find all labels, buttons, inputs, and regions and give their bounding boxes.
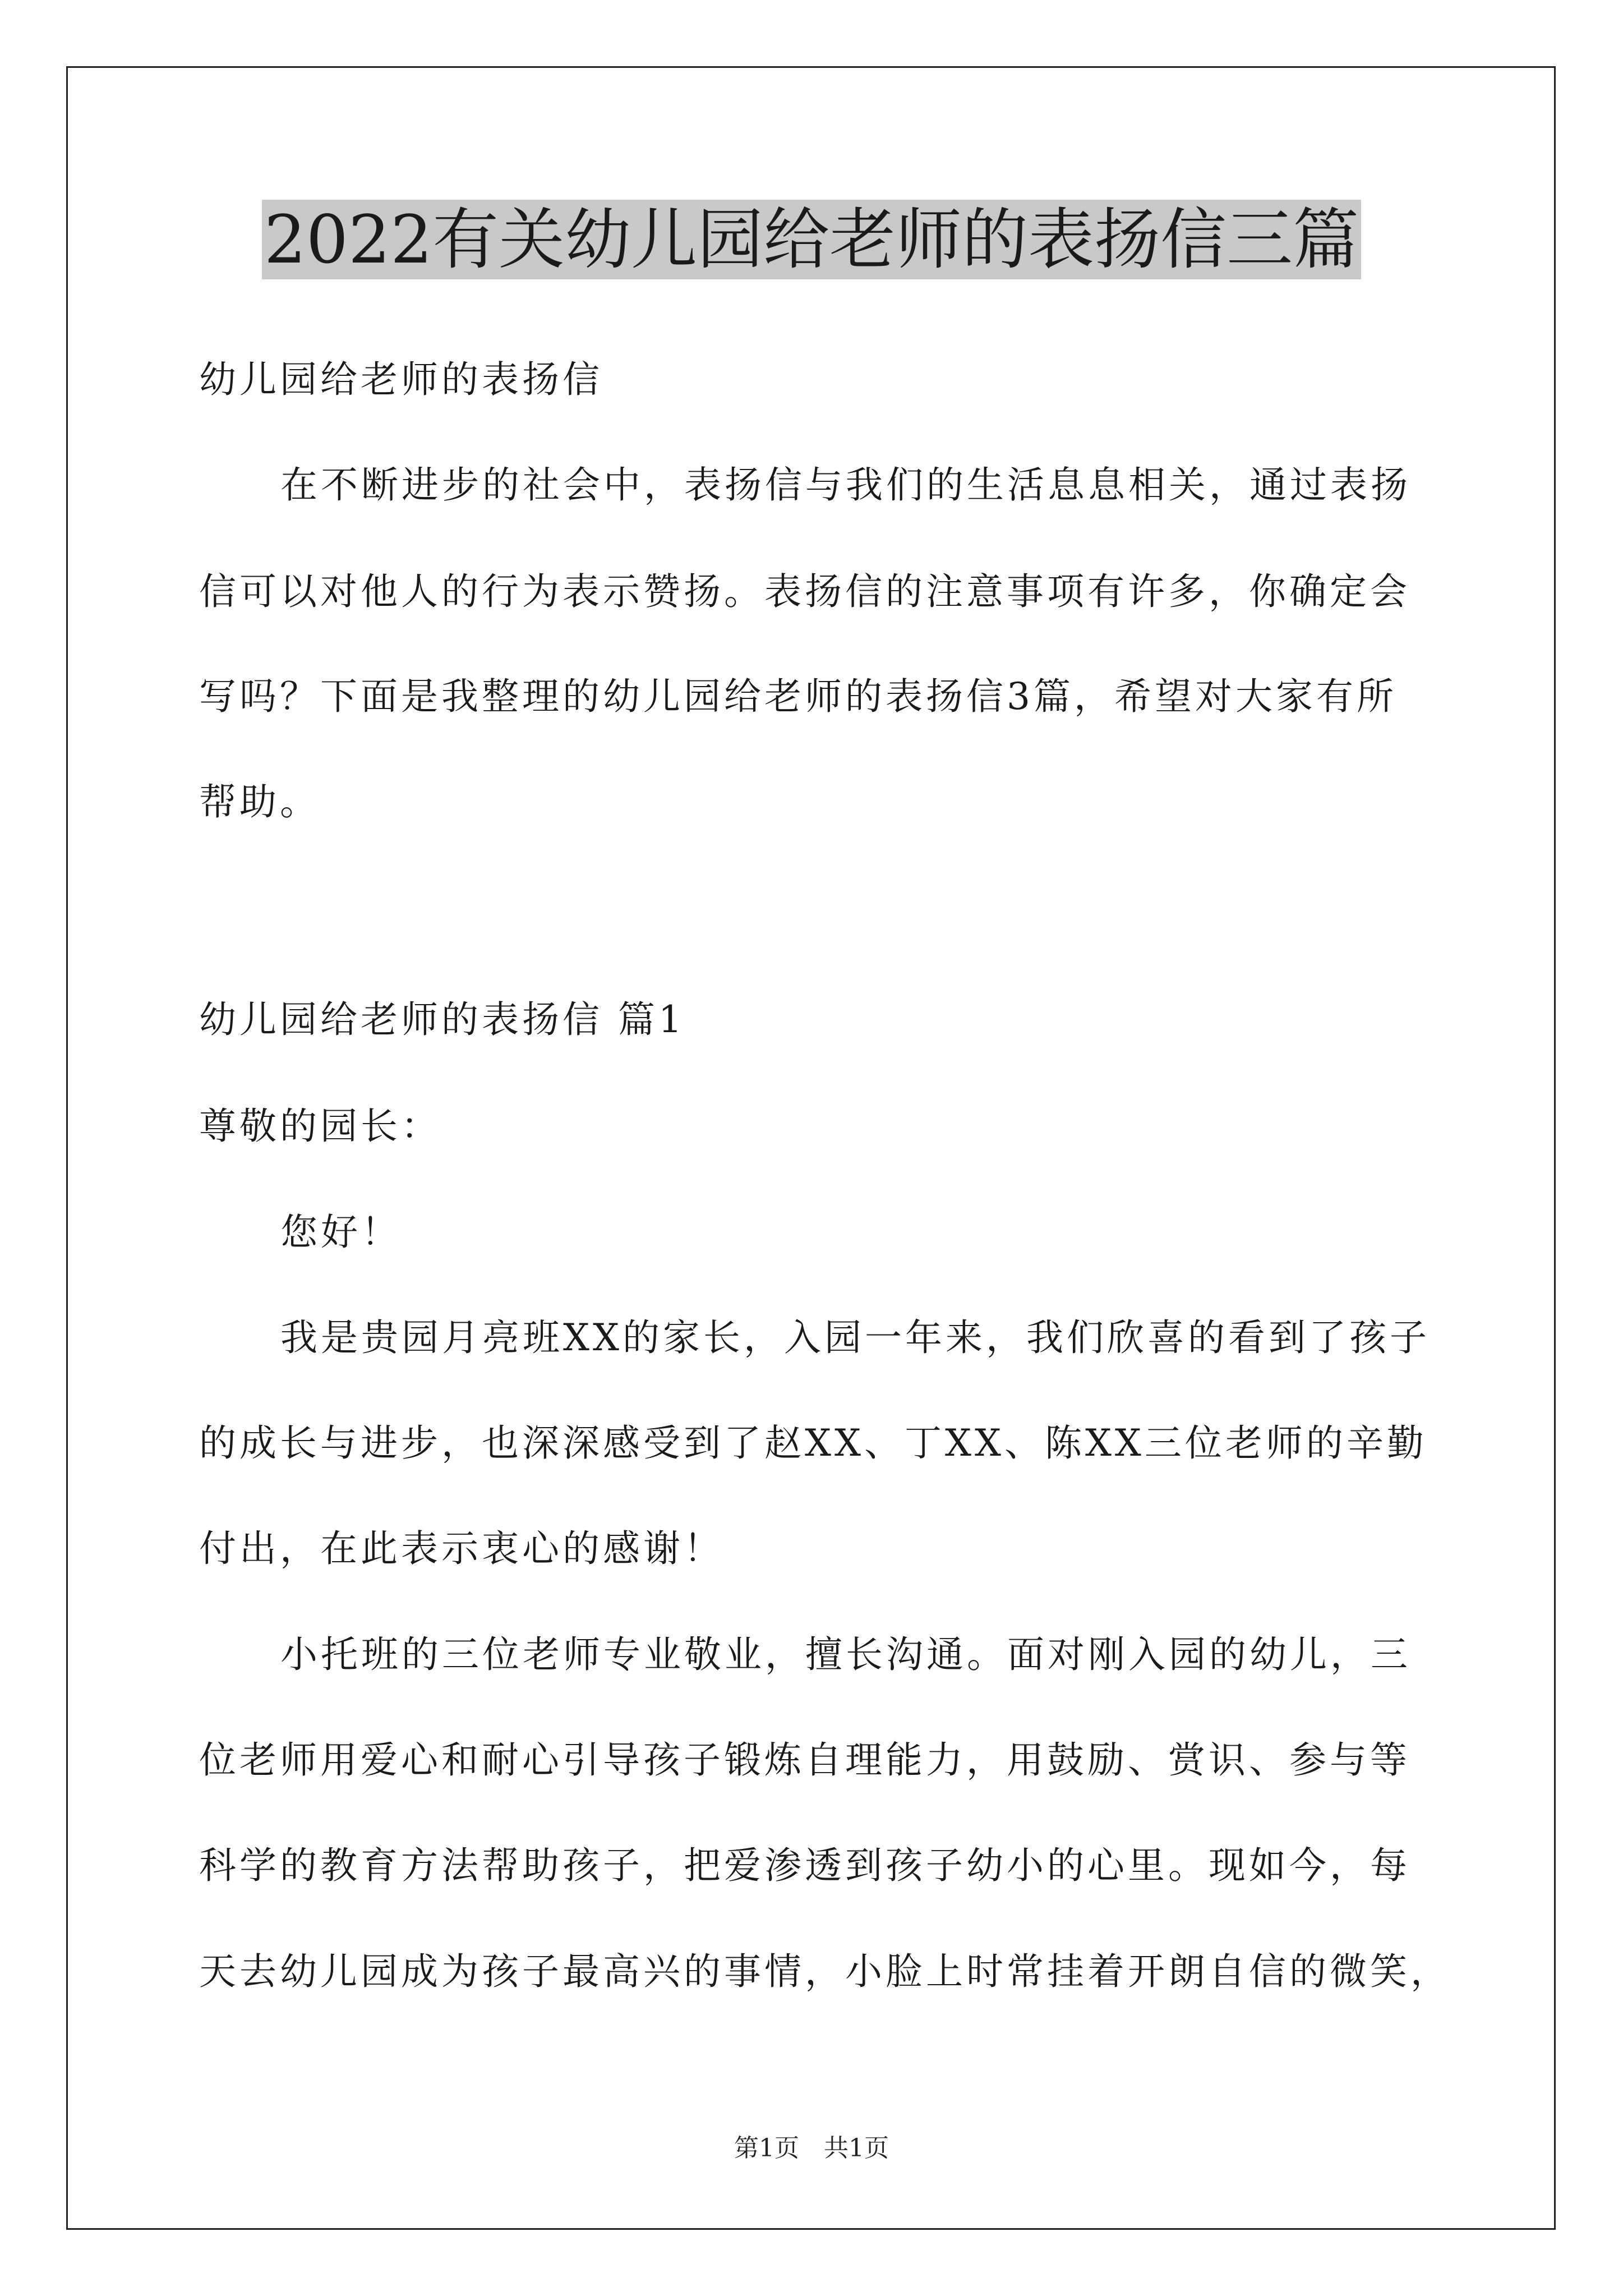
- document-title: [0, 197, 1623, 282]
- paragraph-line: 的成长与进步，也深深感受到了赵XX、丁XX、陈XX三位老师的辛勤: [199, 1421, 1427, 1465]
- paragraph-line: 写吗？下面是我整理的幼儿园给老师的表扬信3篇，希望对大家有所: [199, 675, 1397, 718]
- title-text: 2022有关幼儿园给老师的表扬信三篇: [262, 200, 1361, 279]
- paragraph-line: 帮助。: [199, 780, 320, 823]
- paragraph-line: 在不断进步的社会中，表扬信与我们的生活息息相关，通过表扬: [280, 463, 1411, 507]
- paragraph-line: 位老师用爱心和耐心引导孩子锻炼自理能力，用鼓励、赏识、参与等: [199, 1738, 1410, 1782]
- salutation: 尊敬的园长：: [199, 1105, 441, 1148]
- page-number: 第1页 共1页: [734, 2134, 889, 2162]
- paragraph-line: 我是贵园月亮班XX的家长，入园一年来，我们欣喜的看到了孩子: [280, 1316, 1430, 1359]
- paragraph-line: 付出，在此表示衷心的感谢！: [199, 1527, 724, 1570]
- paragraph-line: 天去幼儿园成为孩子最高兴的事情，小脸上时常挂着开朗自信的微笑，: [199, 1950, 1451, 1993]
- greeting: 您好！: [280, 1211, 402, 1254]
- paragraph-line: 科学的教育方法帮助孩子，把爱渗透到孩子幼小的心里。现如今，每: [199, 1844, 1410, 1887]
- paragraph-line: 信可以对他人的行为表示赞扬。表扬信的注意事项有许多，你确定会: [199, 570, 1410, 613]
- section-heading: 幼儿园给老师的表扬信 篇1: [199, 998, 685, 1041]
- subtitle-line: 幼儿园给老师的表扬信: [199, 358, 603, 401]
- paragraph-line: 小托班的三位老师专业敬业，擅长沟通。面对刚入园的幼儿，三: [280, 1633, 1411, 1676]
